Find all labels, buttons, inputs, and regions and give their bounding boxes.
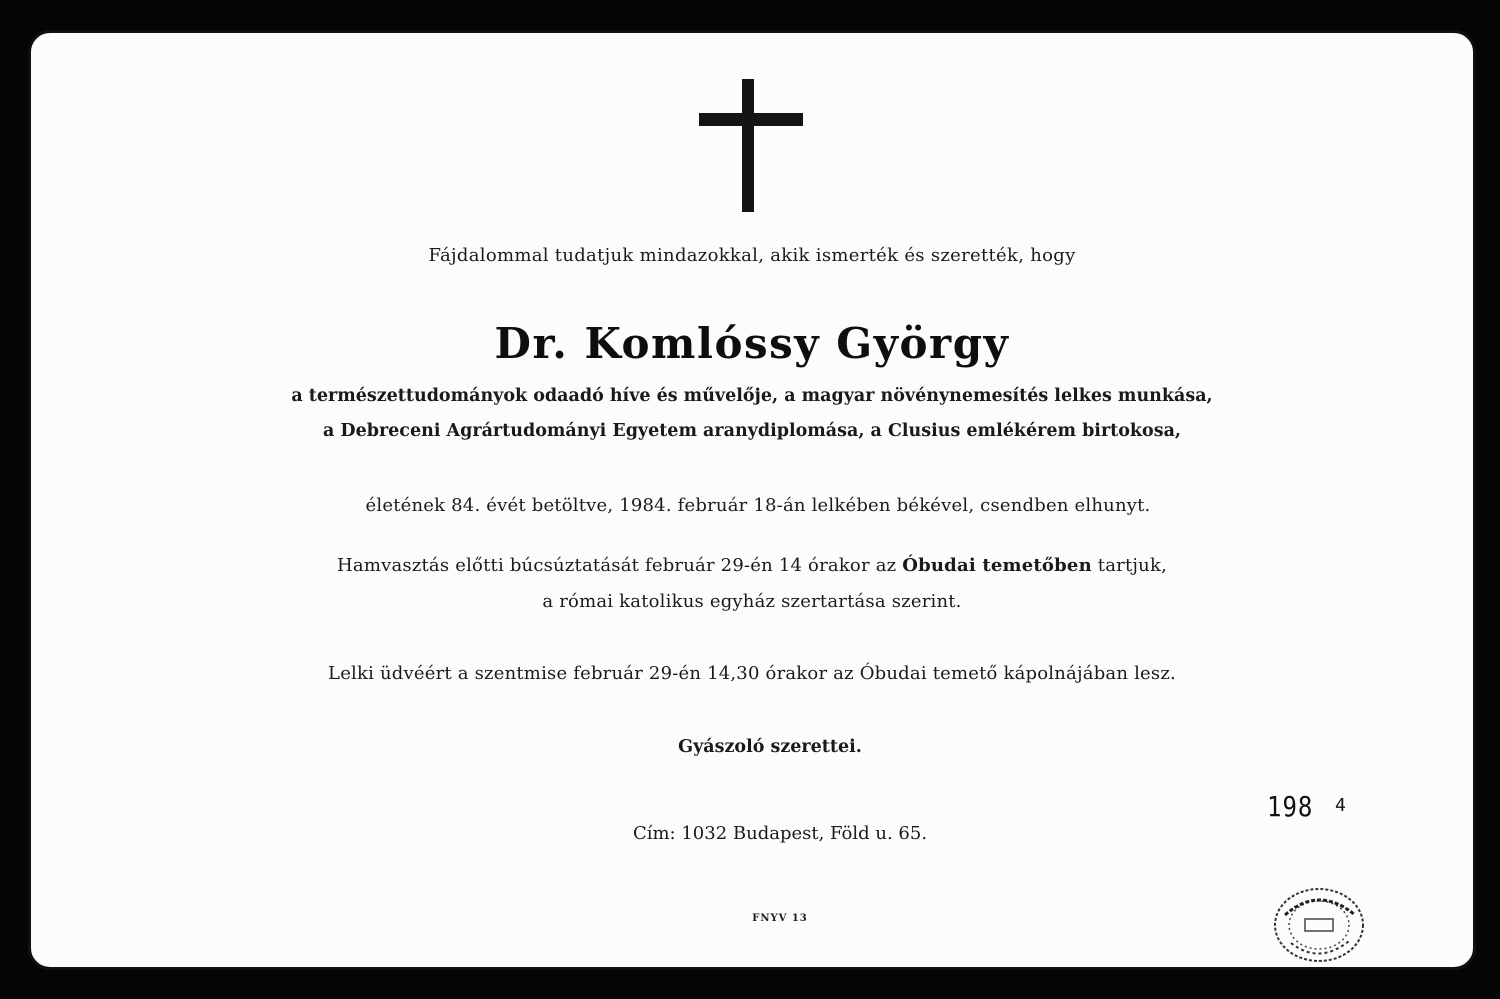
cross-horizontal-bar	[699, 113, 803, 126]
funeral-line-2: a római katolikus egyház szertartása szerint.	[542, 591, 962, 612]
funeral-line-1	[31, 555, 1473, 576]
printer-mark: FNYV 13	[752, 913, 808, 924]
funeral-place: Óbudai temetőben	[902, 555, 1092, 576]
mourners-signature: Gyászoló szerettei.	[678, 737, 862, 757]
obituary-card	[28, 30, 1476, 970]
intro-text: Fájdalommal tudatjuk mindazokkal, akik ismerték és szerették, hogy	[428, 245, 1076, 266]
description-line-2: a Debreceni Agrártudományi Egyetem aranydiplomása, a Clusius emlékérem birtokosa,	[322, 421, 1182, 441]
mass-text: Lelki üdvéért a szentmise február 29-én 14,30 órakor az Óbudai temető kápolnájában lesz.	[328, 663, 1176, 684]
deceased-name: Dr. Komlóssy György	[494, 319, 1010, 368]
library-stamp-seal	[1271, 885, 1367, 965]
death-text: életének 84. évét betöltve, 1984. február 18-án lelkében békével, csendben elhunyt.	[365, 495, 1151, 516]
funeral-text-start: Hamvasztás előtti búcsúztatását február 29-én 14 órakor az	[336, 555, 903, 576]
stamped-year-number: 198	[1267, 790, 1314, 824]
cross-vertical-bar	[742, 79, 754, 212]
funeral-text-end: tartjuk,	[1091, 555, 1167, 576]
address-text: Cím: 1032 Budapest, Föld u. 65.	[632, 823, 928, 844]
description-line-1: a természettudományok odaadó híve és művelője, a magyar növénynemesítés lelkes munkása,	[291, 386, 1213, 406]
stamped-year-digit: 4	[1335, 795, 1346, 816]
